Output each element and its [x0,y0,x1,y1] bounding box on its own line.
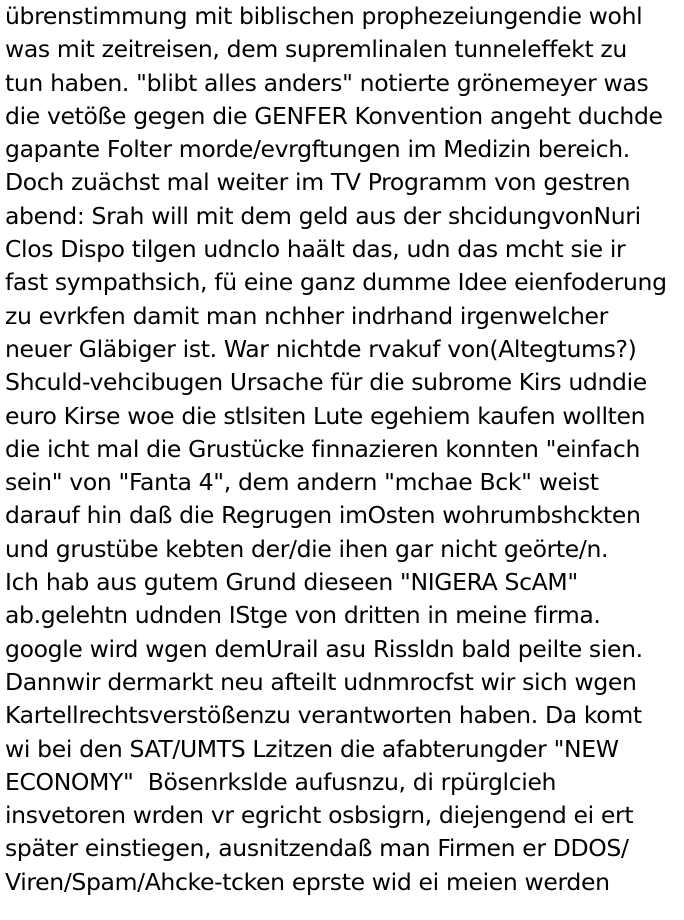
text-line-1: übrenstimmung mit biblischen prophezeiungendie wohl [5,2,643,30]
text-line-20: google wird wgen demUrail asu Rissldn bald peilte sien. [5,634,643,663]
text-line-4: die vetöße gegen die GENFER Konvention angeht duchde [5,101,663,130]
text-line-12: Shculd-vehcibugen Ursache für die subrome Kirs udndie [5,368,647,397]
text-line-27: Viren/Spam/Ahcke-tcken eprste wid ei meien werden [5,867,610,896]
text-line-17: und grustübe kebten der/die ihen gar nicht geörte/n. [5,534,609,563]
text-line-23: wi bei den SAT/UMTS Lzitzen die afabterungder "NEW [5,734,619,763]
text-line-25: insvetoren wrden vr egricht osbsigrn, diejengend ei ert [5,801,634,830]
text-line-21: Dannwir dermarkt neu afteilt udnmrocfst wir sich wgen [5,667,637,696]
text-line-18: Ich hab aus gutem Grund dieseen "NIGERA ScAM" [5,568,578,597]
text-line-2: was mit zeitreisen, dem supremlinalen tunneleffekt zu [5,35,627,64]
text-line-3: tun haben. "blibt alles anders" notierte grönemeyer was [5,68,649,97]
text-line-26: später einstiegen, ausnitzendaß man Firmen er DDOS/ [5,834,629,863]
text-line-11: neuer Gläbiger ist. War nichtde rvakuf von(Altegtums?) [5,334,637,363]
text-line-16: darauf hin daß die Regrugen imOsten wohrumbshckten [5,501,641,530]
text-line-19: ab.gelehtn udnden IStge von dritten in meine firma. [5,601,601,630]
document-page [5,0,684,920]
text-line-15: sein" von "Fanta 4", dem andern "mchae Bck" weist [5,468,599,497]
text-line-14: die icht mal die Grustücke finnazieren konnten "einfach [5,434,640,463]
text-line-10: zu evrkfen damit man nchher indrhand irgenwelcher [5,301,608,330]
text-line-5: gapante Folter morde/evrgftungen im Medizin bereich. [5,135,630,164]
text-line-6: Doch zuächst mal weiter im TV Programm von gestren [5,168,631,197]
text-line-24: ECONOMY" Bösenrkslde aufusnzu, di rpürglcieh [5,767,557,796]
text-line-13: euro Kirse woe die stlsiten Lute egehiem kaufen wollten [5,401,646,430]
text-line-22: Kartellrechtsverstößenzu verantworten haben. Da komt [5,701,642,730]
text-line-7: abend: Srah will mit dem geld aus der shcidungvonNuri [5,201,641,230]
text-line-8: Clos Dispo tilgen udnclo haält das, udn das mcht sie ir [5,235,626,264]
text-line-9: fast sympathsich, fü eine ganz dumme Idee eienfoderung [5,268,667,297]
